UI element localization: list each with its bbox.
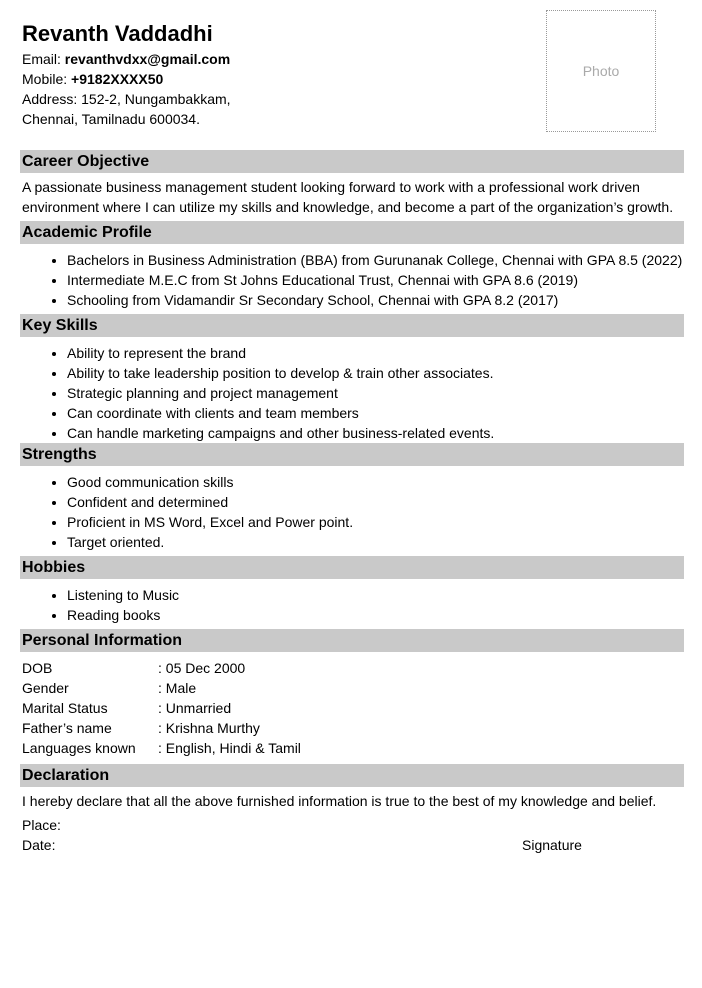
resume-body bbox=[22, 150, 684, 855]
info-value: : Unmarried bbox=[158, 700, 232, 716]
info-key: Languages known bbox=[22, 740, 136, 756]
info-key: DOB bbox=[22, 660, 53, 676]
list-item: • Can coordinate with clients and team members bbox=[67, 403, 684, 423]
list-item: • Good communication skills bbox=[67, 472, 684, 492]
hobbies-heading: Hobbies bbox=[20, 556, 684, 579]
place-label: Place: bbox=[22, 817, 61, 833]
info-value: : 05 Dec 2000 bbox=[158, 660, 246, 676]
table-row bbox=[22, 678, 301, 698]
info-key: Father’s name bbox=[22, 720, 112, 736]
address-line-1: Address: 152-2, Nungambakkam, bbox=[22, 91, 231, 107]
academic-profile-heading: Academic Profile bbox=[20, 221, 684, 244]
mobile-value: +9182XXXX50 bbox=[71, 71, 164, 87]
career-objective-text: A passionate business management student looking forward to work with a professional work driven environment where I can utilize my skills and knowledge, and become a part of the organization’s growth. bbox=[22, 179, 674, 215]
key-skills-list bbox=[22, 343, 684, 443]
table-row bbox=[22, 658, 301, 678]
hobbies-list bbox=[22, 585, 684, 625]
table-row bbox=[22, 738, 301, 758]
list-item: • Reading books bbox=[67, 605, 684, 625]
strengths-list bbox=[22, 472, 684, 552]
list-item: • Can handle marketing campaigns and other business-related events. bbox=[67, 423, 684, 443]
key-skills-heading: Key Skills bbox=[20, 314, 684, 337]
info-key: Gender bbox=[22, 680, 69, 696]
list-item: • Bachelors in Business Administration (BBA) from Gurunanak College, Chennai with GPA 8.5 (2022) bbox=[67, 250, 684, 270]
career-objective-heading: Career Objective bbox=[20, 150, 684, 173]
email-value: revanthvdxx@gmail.com bbox=[64, 51, 231, 67]
declaration-text: I hereby declare that all the above furnished information is true to the best of my knowledge and belief. bbox=[22, 793, 657, 809]
candidate-name: Revanth Vaddadhi bbox=[22, 21, 213, 46]
personal-information-table bbox=[22, 658, 301, 758]
list-item: • Confident and determined bbox=[67, 492, 684, 512]
photo-label: Photo bbox=[582, 63, 620, 79]
list-item: • Ability to represent the brand bbox=[67, 343, 684, 363]
email-line bbox=[22, 49, 231, 69]
list-item: • Ability to take leadership position to develop & train other associates. bbox=[67, 363, 684, 383]
list-item: • Listening to Music bbox=[67, 585, 684, 605]
place-date-block bbox=[22, 815, 684, 855]
list-item: • Proficient in MS Word, Excel and Power point. bbox=[67, 512, 684, 532]
table-row bbox=[22, 698, 301, 718]
info-value: : English, Hindi & Tamil bbox=[158, 740, 301, 756]
resume-header bbox=[22, 20, 231, 129]
date-label: Date: bbox=[22, 837, 56, 853]
list-item: • Intermediate M.E.C from St Johns Educational Trust, Chennai with GPA 8.6 (2019) bbox=[67, 270, 684, 290]
email-label: Email: bbox=[22, 51, 61, 67]
mobile-line bbox=[22, 69, 231, 89]
info-value: : Krishna Murthy bbox=[158, 720, 260, 736]
signature-label: Signature bbox=[522, 837, 582, 853]
table-row bbox=[22, 718, 301, 738]
personal-information-heading: Personal Information bbox=[20, 629, 684, 652]
info-value: : Male bbox=[158, 680, 197, 696]
address-line-2: Chennai, Tamilnadu 600034. bbox=[22, 111, 200, 127]
photo-placeholder bbox=[546, 10, 656, 132]
academic-profile-list bbox=[22, 250, 684, 310]
list-item: • Target oriented. bbox=[67, 532, 684, 552]
list-item: • Schooling from Vidamandir Sr Secondary School, Chennai with GPA 8.2 (2017) bbox=[67, 290, 684, 310]
strengths-heading: Strengths bbox=[20, 443, 684, 466]
declaration-heading: Declaration bbox=[20, 764, 684, 787]
info-key: Marital Status bbox=[22, 700, 108, 716]
list-item: • Strategic planning and project management bbox=[67, 383, 684, 403]
mobile-label: Mobile: bbox=[22, 71, 68, 87]
